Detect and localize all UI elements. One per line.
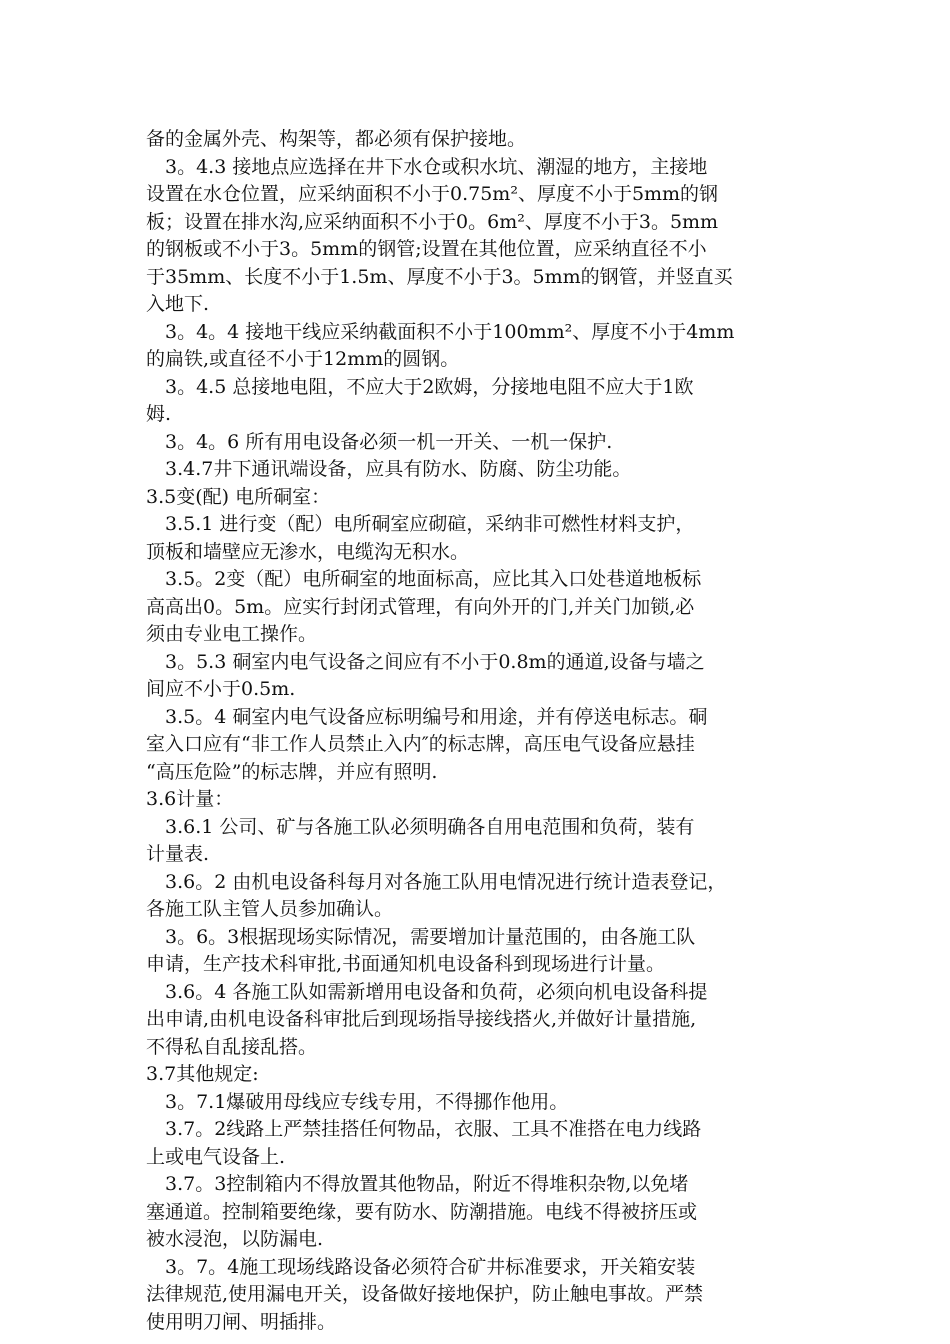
text-line: 3.4.7井下通讯端设备，应具有防水、防腐、防尘功能。 — [165, 458, 632, 480]
text-line: 3。4.3 接地点应选择在井下水仓或积水坑、潮湿的地方，主接地 — [165, 155, 708, 178]
text-line: 3.6.1 公司、矿与各施工队必须明确各自用电范围和负荷，装有 — [165, 815, 695, 838]
text-line: 被水浸泡，以防漏电. — [146, 1228, 324, 1250]
text-line: 3.5变(配) 电所硐室： — [146, 485, 331, 508]
text-line: 3.6。4 各施工队如需新增用电设备和负荷，必须向机电设备科提 — [165, 980, 708, 1003]
text-line: 3。4.5 总接地电阻，不应大于2欧姆，分接地电阻不应大于1欧 — [165, 375, 694, 398]
text-line: 3.5.1 进行变（配）电所硐室应砌碹，采纳非可燃性材料支护， — [165, 513, 695, 535]
text-line: 高高出0。5m。应实行封闭式管理，有向外开的门,并关门加锁,必 — [146, 595, 695, 618]
text-line: 的扁铁,或直径不小于12mm的圆钢。 — [146, 348, 460, 370]
text-line: 3.7。3控制箱内不得放置其他物品，附近不得堆积杂物,以免堵 — [165, 1173, 689, 1195]
text-line: 3.7。2线路上严禁挂搭任何物品，衣服、工具不准搭在电力线路 — [165, 1118, 702, 1140]
text-line: 3。7.1爆破用母线应专线专用，不得挪作他用。 — [165, 1090, 569, 1113]
text-line: 须由专业电工操作。 — [146, 623, 318, 645]
text-line: 室入口应有“非工作人员禁止入内″的标志牌，高压电气设备应悬挂 — [146, 733, 695, 755]
text-line: 间应不小于0.5m. — [146, 678, 296, 700]
text-line: 3。4。4 接地干线应采纳截面积不小于100mm²、厚度不小于4mm — [165, 320, 735, 343]
text-line: 顶板和墙壁应无渗水，电缆沟无积水。 — [146, 540, 470, 563]
text-line: 3.6。2 由机电设备科每月对各施工队用电情况进行统计造表登记， — [165, 870, 727, 893]
text-line: 申请，生产技术科审批,书面通知机电设备科到现场进行计量。 — [146, 953, 666, 975]
document-body — [146, 126, 812, 1336]
text-line: 姆. — [146, 403, 172, 425]
text-line: 塞通道。控制箱要绝缘，要有防水、防潮措施。电线不得被挤压或 — [146, 1200, 698, 1223]
text-line: 的钢板或不小于3。5mm的钢管;设置在其他位置，应采纳直径不小 — [146, 238, 707, 260]
text-line: 不得私自乱接乱搭。 — [146, 1035, 318, 1058]
text-line: 各施工队主管人员参加确认。 — [146, 898, 394, 920]
text-line: 3。5.3 硐室内电气设备之间应有不小于0.8m的通道,设备与墙之 — [165, 650, 705, 673]
text-line: 3.7其他规定: — [146, 1063, 259, 1085]
text-line: 3。4。6 所有用电设备必须一机一开关、一机一保护. — [165, 430, 613, 453]
text-line: 3.5。4 硐室内电气设备应标明编号和用途，并有停送电标志。硐 — [165, 705, 708, 728]
text-line: 3.5。2变（配）电所硐室的地面标高，应比其入口处巷道地板标 — [165, 568, 702, 590]
text-line: 板；设置在排水沟,应采纳面积不小于0。6m²、厚度不小于3。5mm — [146, 210, 719, 233]
text-line: 于35mm、长度不小于1.5m、厚度不小于3。5mm的钢管，并竖直买 — [146, 265, 733, 288]
text-line: 上或电气设备上. — [146, 1145, 286, 1168]
text-line: “高压危险”的标志牌，并应有照明. — [146, 760, 438, 783]
text-line: 3。6。3根据现场实际情况，需要增加计量范围的，由各施工队 — [165, 925, 696, 948]
text-line: 备的金属外壳、构架等，都必须有保护接地。 — [146, 128, 527, 150]
text-line: 法律规范,使用漏电开关，设备做好接地保护，防止触电事故。严禁 — [146, 1283, 704, 1305]
text-line: 入地下. — [146, 293, 210, 315]
text-line: 设置在水仓位置，应采纳面积不小于0.75m²、厚度不小于5mm的钢 — [146, 183, 719, 205]
text-line: 计量表. — [146, 843, 210, 865]
text-line: 3.6计量： — [146, 788, 234, 810]
text-line: 使用明刀闸、明插排。 — [146, 1310, 337, 1333]
text-line: 3。7。4施工现场线路设备必须符合矿井标准要求，开关箱安装 — [165, 1255, 696, 1278]
text-line: 出申请,由机电设备科审批后到现场指导接线搭火,并做好计量措施, — [146, 1008, 697, 1030]
